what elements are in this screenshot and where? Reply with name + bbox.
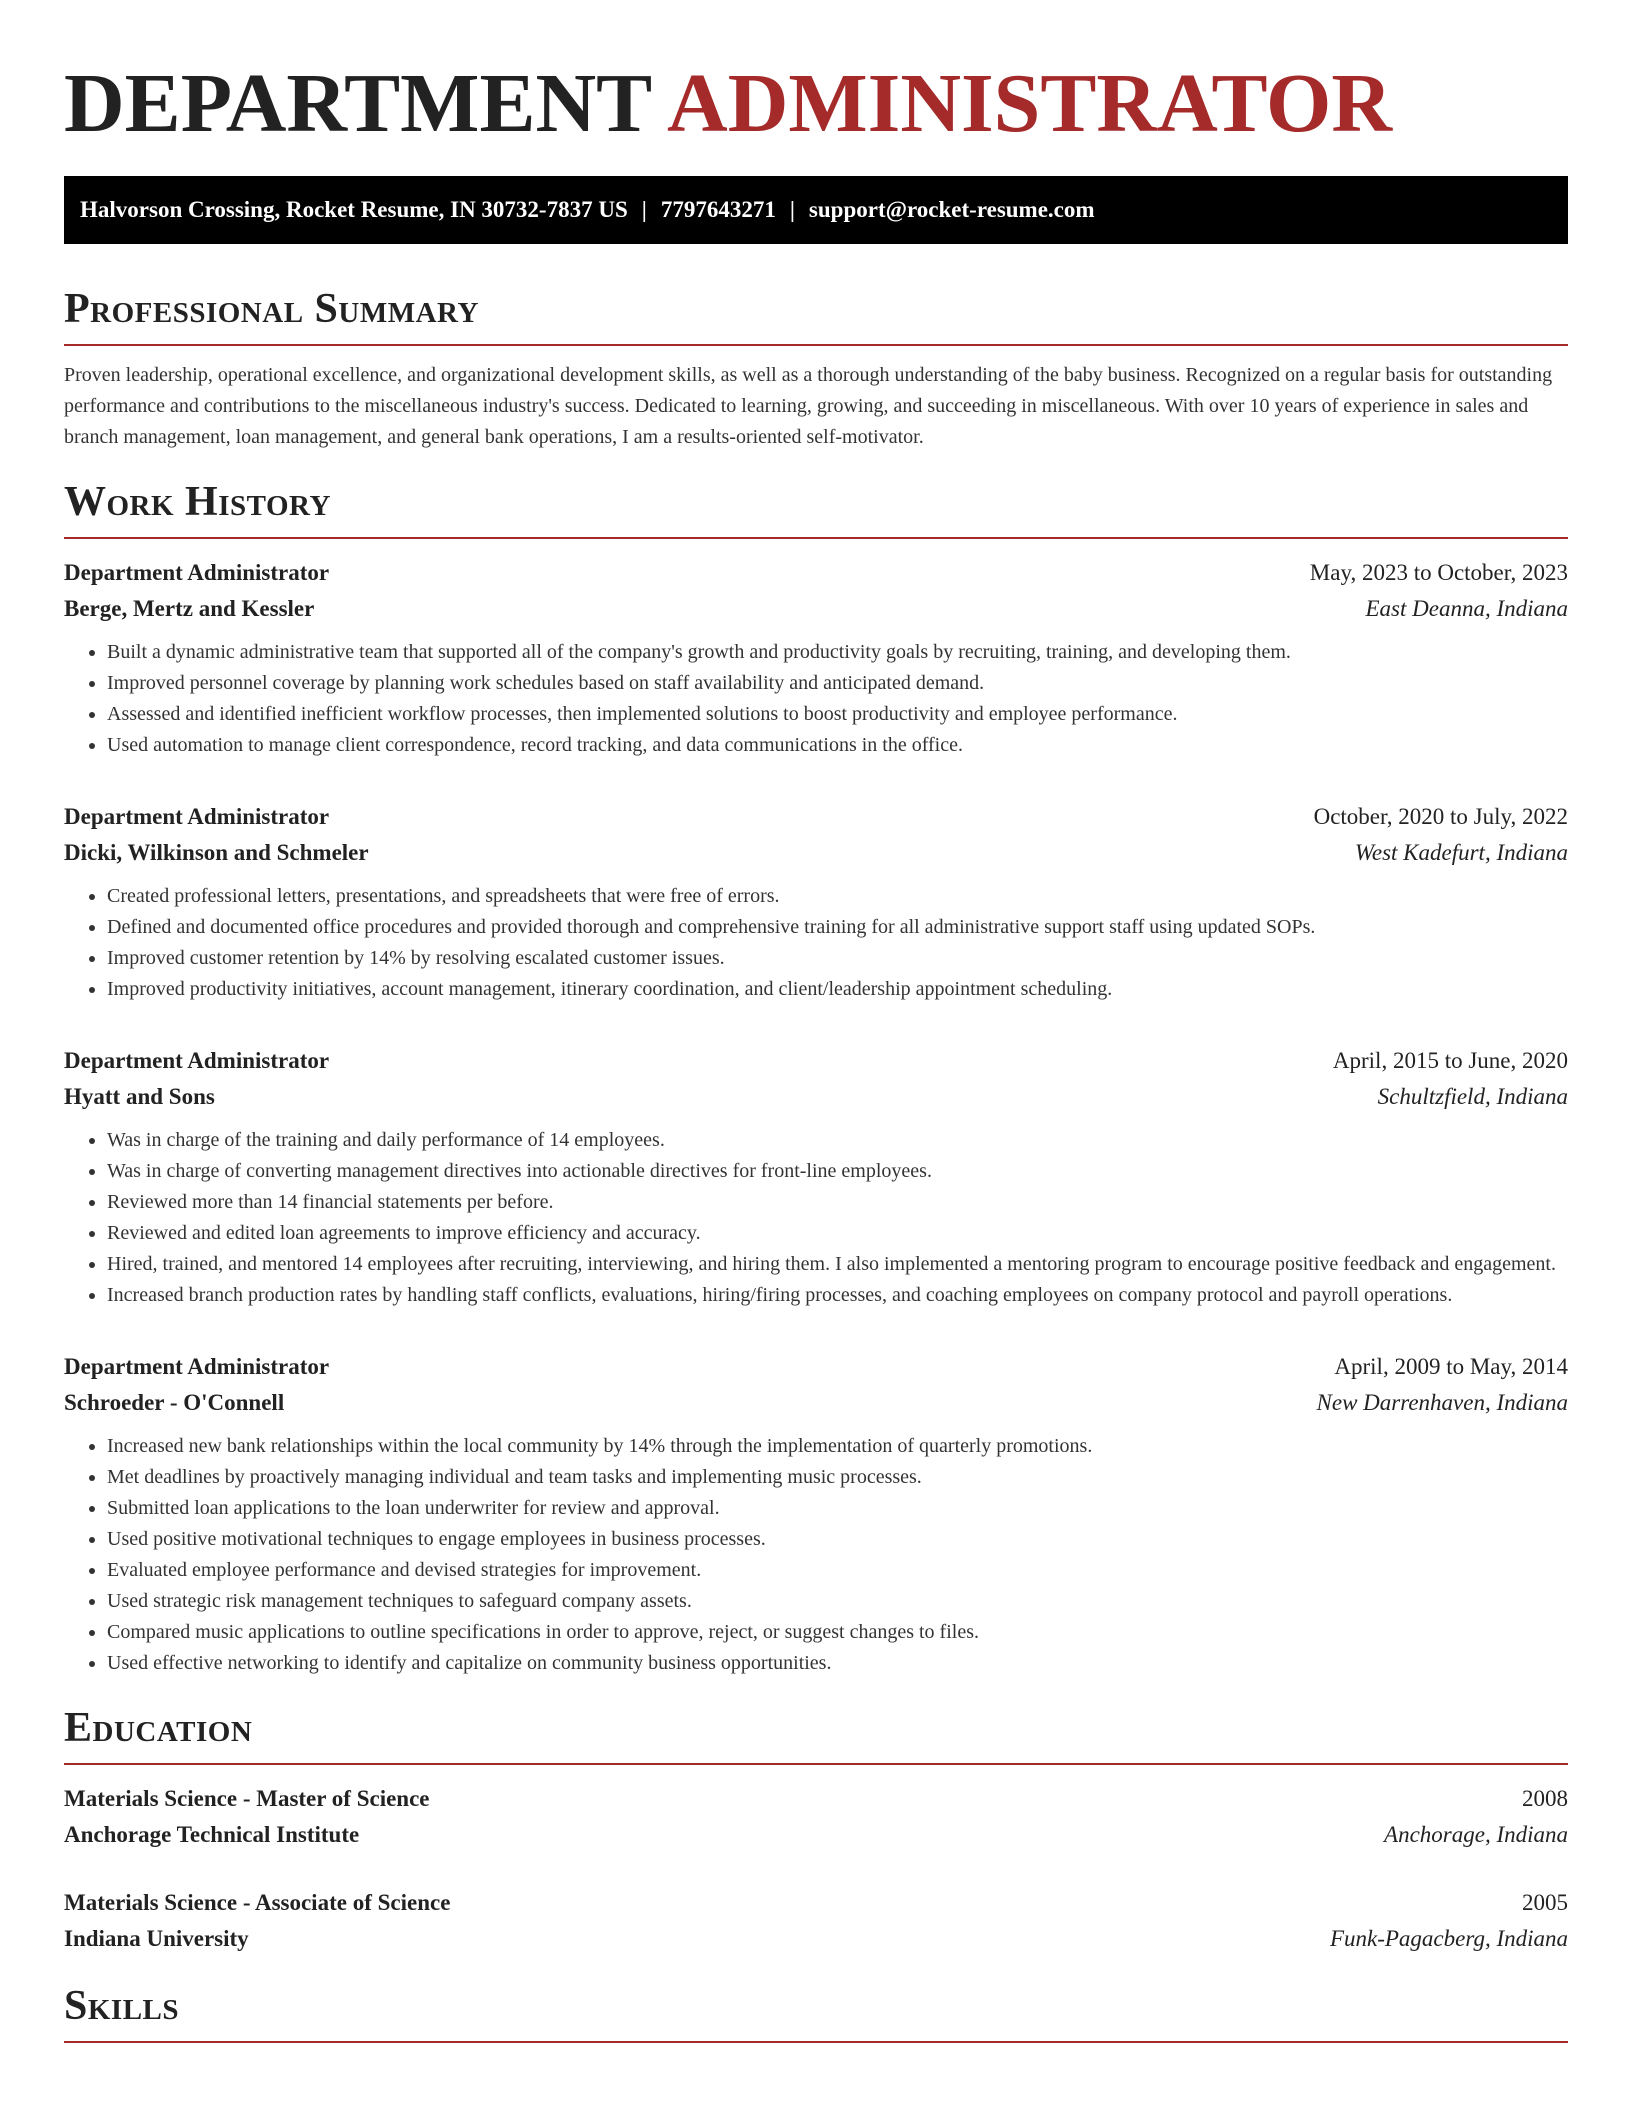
summary-section [64,282,1568,453]
job-entry [64,555,1568,761]
education-location: Anchorage, Indiana [1384,1822,1568,1847]
section-title-skills: Skills [64,1983,180,2029]
education-school: Indiana University [64,1926,249,1951]
job-bullet: • Reviewed more than 14 financial statements per before. [107,1187,1568,1218]
candidate-name [64,0,1568,150]
job-bullet: • Improved personnel coverage by planning work schedules based on staff availability and anticipated demand. [107,668,1568,699]
resume-page [64,0,1568,2043]
job-company-row [64,835,1568,871]
job-bullet: • Used automation to manage client correspondence, record tracking, and data communications in the office. [107,730,1568,761]
job-bullet: • Used strategic risk management techniques to safeguard company assets. [107,1586,1568,1617]
section-title-summary: Professional Summary [64,286,479,332]
job-location: East Deanna, Indiana [1365,596,1568,621]
job-bullet-list [64,1431,1568,1679]
job-bullet: • Compared music applications to outline specifications in order to approve, reject, or suggest changes to files. [107,1617,1568,1648]
job-company: Schroeder - O'Connell [64,1390,285,1415]
job-dates: October, 2020 to July, 2022 [1313,804,1568,829]
job-bullet: • Built a dynamic administrative team that supported all of the company's growth and productivity goals by recruiting, training, and developing them. [107,637,1568,668]
contact-separator: | [641,197,647,222]
job-company-row [64,1385,1568,1421]
name-first: DEPARTMENT [64,57,651,150]
name-last: ADMINISTRATOR [667,57,1393,150]
job-bullet: • Met deadlines by proactively managing individual and team tasks and implementing music processes. [107,1462,1568,1493]
job-bullet: • Assessed and identified inefficient workflow processes, then implemented solutions to boost productivity and employee performance. [107,699,1568,730]
education-year: 2005 [1522,1890,1568,1915]
section-title-education: Education [64,1705,253,1751]
education-header-row [64,1885,1568,1921]
job-header-row [64,1043,1568,1079]
section-divider [64,1763,1568,1765]
education-entry [64,1885,1568,1957]
job-header-row [64,555,1568,591]
job-bullet-list [64,637,1568,761]
job-bullet: • Hired, trained, and mentored 14 employees after recruiting, interviewing, and hiring them. I also implemented a mentoring program to encourage positive feedback and engagement. [107,1249,1568,1280]
job-dates: April, 2015 to June, 2020 [1332,1048,1568,1073]
summary-text: Proven leadership, operational excellence, and organizational development skills, as well as a thorough understanding of the baby business. Recognized on a regular basis for outstanding performance and contributions to the miscellaneous industry's success. Dedicated to learning, growing, and succeeding in miscellaneous. With over 10 years of experience in sales and branch management, loan management, and general bank operations, I am a results-oriented self-motivator. [64,364,1553,448]
education-section [64,1701,1568,1957]
job-company: Hyatt and Sons [64,1084,215,1109]
contact-bar [64,176,1568,244]
job-bullet-list [64,881,1568,1005]
job-dates: May, 2023 to October, 2023 [1309,560,1568,585]
job-entry [64,1349,1568,1679]
section-divider [64,537,1568,539]
education-school: Anchorage Technical Institute [64,1822,360,1847]
job-bullet: • Improved customer retention by 14% by resolving escalated customer issues. [107,943,1568,974]
job-entry [64,799,1568,1005]
education-school-row [64,1921,1568,1957]
contact-separator: | [789,197,795,222]
job-list [64,555,1568,1679]
contact-email[interactable]: support@rocket-resume.com [808,197,1095,222]
job-bullet: • Created professional letters, presentations, and spreadsheets that were free of errors. [107,881,1568,912]
section-divider [64,2041,1568,2043]
job-bullet-list [64,1125,1568,1311]
work-section [64,475,1568,1679]
job-position: Department Administrator [64,560,330,585]
job-bullet: • Increased new bank relationships within the local community by 14% through the implementation of quarterly promotions. [107,1431,1568,1462]
job-header-row [64,1349,1568,1385]
job-dates: April, 2009 to May, 2014 [1334,1354,1568,1379]
education-degree: Materials Science - Associate of Science [64,1890,451,1915]
job-bullet: • Was in charge of converting management directives into actionable directives for front-line employees. [107,1156,1568,1187]
job-position: Department Administrator [64,804,330,829]
job-bullet: • Increased branch production rates by handling staff conflicts, evaluations, hiring/firing processes, and coaching employees on company protocol and payroll operations. [107,1280,1568,1311]
education-header-row [64,1781,1568,1817]
contact-address: Halvorson Crossing, Rocket Resume, IN 30732-7837 US [80,197,628,222]
job-bullet: • Was in charge of the training and daily performance of 14 employees. [107,1125,1568,1156]
section-divider [64,344,1568,346]
skills-section [64,1979,1568,2043]
job-company: Berge, Mertz and Kessler [64,596,315,621]
job-bullet: • Submitted loan applications to the loan underwriter for review and approval. [107,1493,1568,1524]
education-school-row [64,1817,1568,1853]
section-title-work: Work History [64,479,331,525]
job-location: Schultzfield, Indiana [1377,1084,1568,1109]
education-location: Funk-Pagacberg, Indiana [1329,1926,1568,1951]
contact-phone: 7797643271 [660,197,776,222]
education-entry [64,1781,1568,1853]
job-bullet: • Used positive motivational techniques to engage employees in business processes. [107,1524,1568,1555]
job-company: Dicki, Wilkinson and Schmeler [64,840,369,865]
job-entry [64,1043,1568,1311]
job-company-row [64,591,1568,627]
job-position: Department Administrator [64,1354,330,1379]
job-position: Department Administrator [64,1048,330,1073]
job-bullet: • Reviewed and edited loan agreements to improve efficiency and accuracy. [107,1218,1568,1249]
job-bullet: • Used effective networking to identify and capitalize on community business opportunities. [107,1648,1568,1679]
job-location: West Kadefurt, Indiana [1354,840,1568,865]
education-list [64,1781,1568,1957]
job-company-row [64,1079,1568,1115]
job-location: New Darrenhaven, Indiana [1316,1390,1568,1415]
job-bullet: • Evaluated employee performance and devised strategies for improvement. [107,1555,1568,1586]
job-bullet: • Defined and documented office procedures and provided thorough and comprehensive training for all administrative support staff using updated SOPs. [107,912,1568,943]
education-degree: Materials Science - Master of Science [64,1786,430,1811]
education-year: 2008 [1522,1786,1568,1811]
job-header-row [64,799,1568,835]
job-bullet: • Improved productivity initiatives, account management, itinerary coordination, and client/leadership appointment scheduling. [107,974,1568,1005]
